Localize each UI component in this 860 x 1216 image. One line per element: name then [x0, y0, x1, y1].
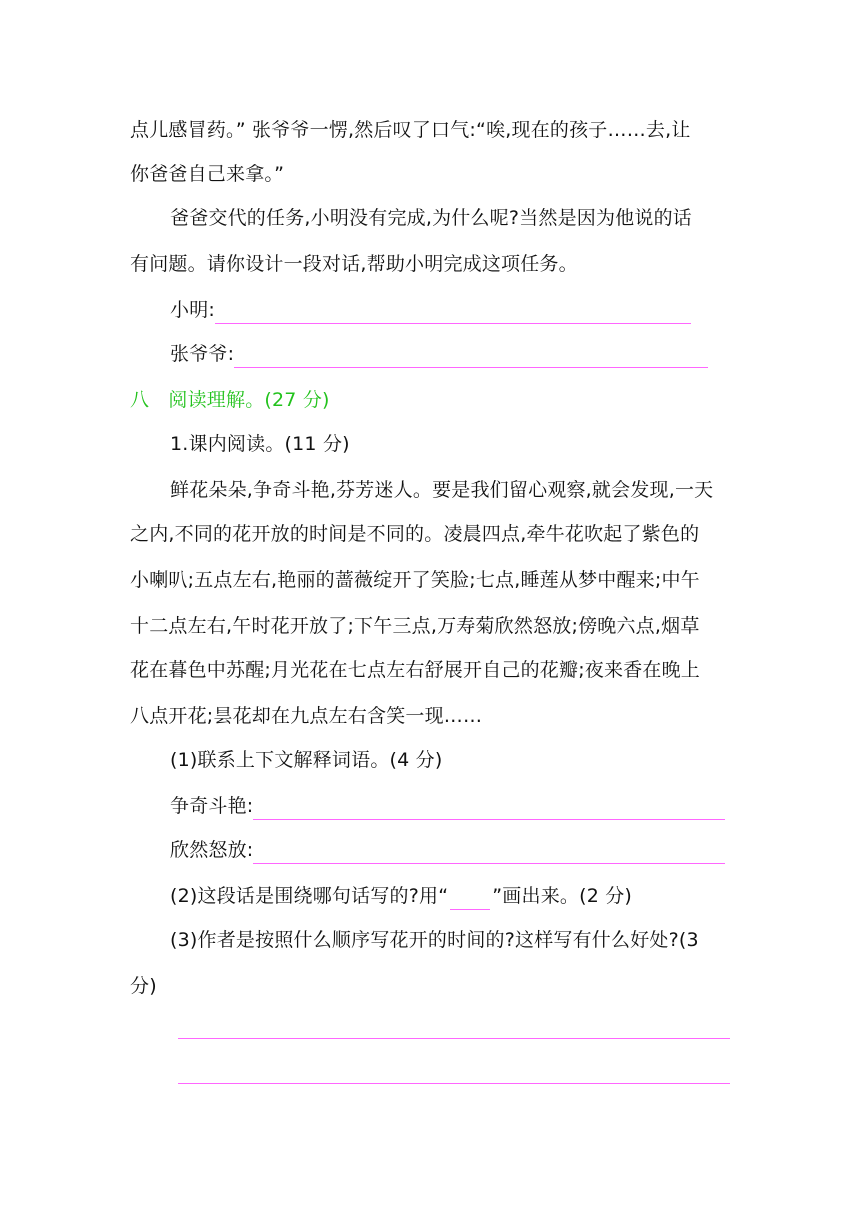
- task-question-line: 有问题。请你设计一段对话,帮助小明完成这项任务。: [130, 253, 578, 275]
- story-text-line: 点儿感冒药。” 张爷爷一愣,然后叹了口气:“唉,现在的孩子……去,让: [130, 119, 691, 141]
- answer-line-2[interactable]: [178, 1083, 730, 1084]
- answer-blank-zhang[interactable]: [234, 345, 708, 368]
- passage-line: 十二点左右,午时花开放了;下午三点,万寿菊欣然怒放;傍晚六点,烟草: [130, 615, 700, 637]
- question-2-text-after: ”画出来。(2 分): [492, 885, 633, 907]
- term-label-1: 争奇斗艳:: [170, 795, 254, 817]
- term-label-2: 欣然怒放:: [170, 839, 254, 861]
- term-row-1: [170, 792, 725, 820]
- passage-line: 花在暮色中苏醒;月光花在七点左右舒展开自己的花瓣;夜来香在晚上: [130, 659, 701, 681]
- question-2: [170, 882, 632, 910]
- question-3: (3)作者是按照什么顺序写花开的时间的?这样写有什么好处?(3: [170, 929, 699, 951]
- term-row-2: [170, 836, 725, 864]
- question-2-text-before: (2)这段话是围绕哪句话写的?用“: [170, 885, 449, 907]
- dialog-row-zhang: [170, 340, 708, 368]
- answer-line-1[interactable]: [178, 1038, 730, 1039]
- task-question-line: 爸爸交代的任务,小明没有完成,为什么呢?当然是因为他说的话: [170, 207, 692, 229]
- dialog-label-xiaoming: 小明:: [170, 299, 216, 321]
- passage-line: 之内,不同的花开放的时间是不同的。凌晨四点,牵牛花吹起了紫色的: [130, 523, 700, 545]
- passage-line: 八点开花;昙花却在九点左右含笑一现……: [130, 705, 483, 727]
- passage-line: 小喇叭;五点左右,艳丽的蔷薇绽开了笑脸;七点,睡莲从梦中醒来;中午: [130, 569, 700, 591]
- story-text-line: 你爸爸自己来拿。”: [130, 163, 285, 185]
- passage-line: 鲜花朵朵,争奇斗艳,芬芳迷人。要是我们留心观察,就会发现,一天: [170, 479, 714, 501]
- answer-blank-term-1[interactable]: [253, 797, 725, 820]
- section-heading: 八 阅读理解。(27 分): [130, 389, 330, 411]
- question-1: (1)联系上下文解释词语。(4 分): [170, 749, 443, 771]
- dialog-label-zhang: 张爷爷:: [170, 343, 235, 365]
- question-3-continued: 分): [130, 975, 157, 997]
- quote-underline-sample: [450, 889, 490, 910]
- dialog-row-xiaoming: [170, 296, 691, 324]
- answer-blank-term-2[interactable]: [253, 841, 725, 864]
- subsection-title: 1.课内阅读。(11 分): [170, 433, 350, 455]
- answer-blank-xiaoming[interactable]: [215, 301, 691, 324]
